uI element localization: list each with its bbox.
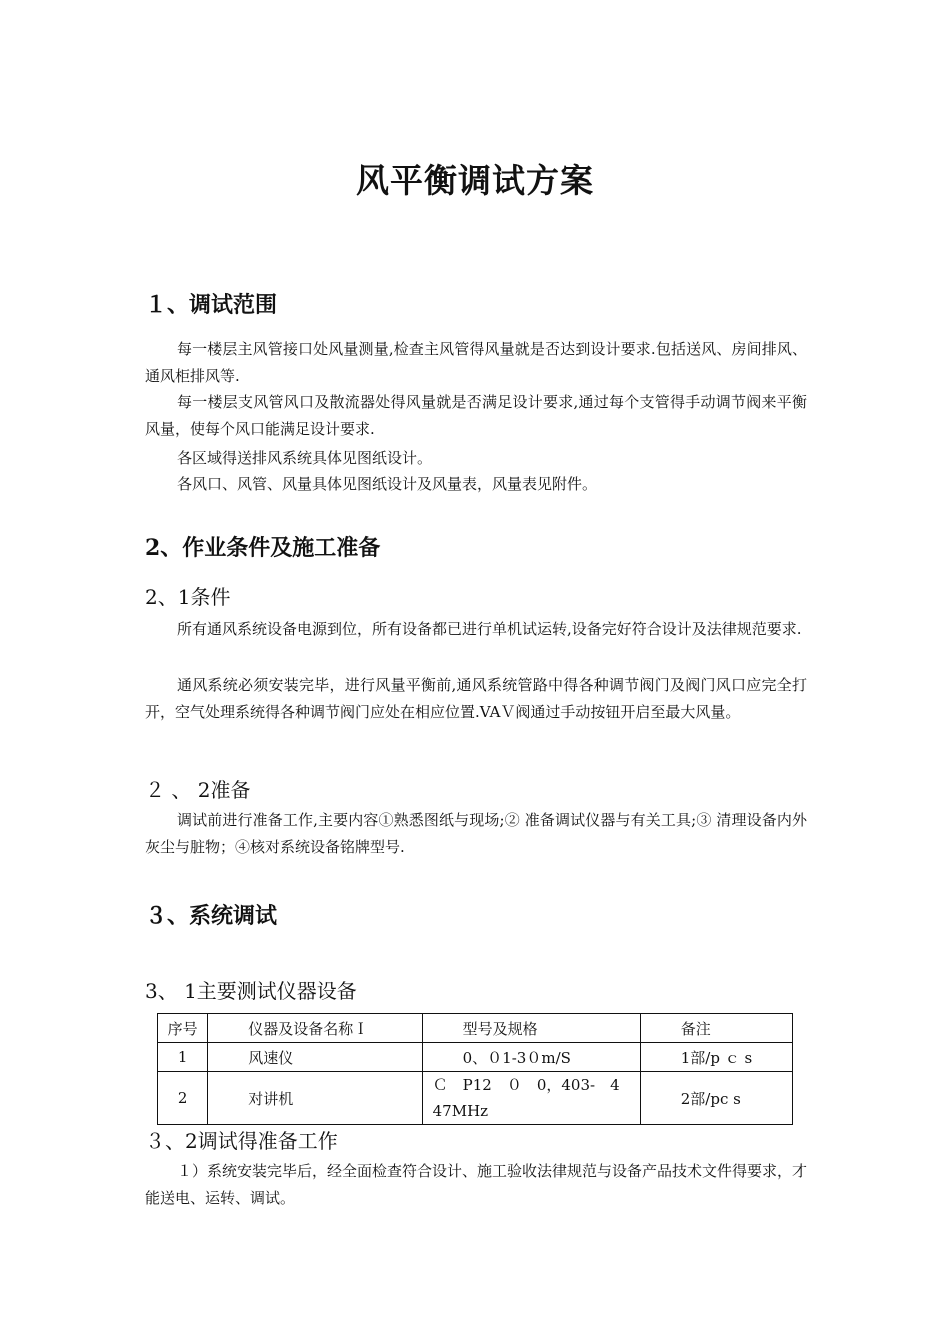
section-2-heading: 2、作业条件及施工准备 (145, 535, 381, 561)
section-3-heading: ３、系统调试 (145, 903, 278, 929)
table-row (158, 1043, 793, 1072)
section-2-paragraph-2: 通风系统必须安装完毕，进行风量平衡前,通风系统管路中得各种调节阀门及阀门风口应完全打开，空气处理系统得各种调节阀门应处在相应位置.VAＶ阀通过手动按钮开启至最大风量。 (145, 676, 807, 721)
table-header-cell: 型号及规格 (422, 1014, 640, 1043)
section-2-paragraph-1: 所有通风系统设备电源到位，所有设备都已进行单机试运转,设备完好符合设计及法律规范要求. (177, 620, 802, 638)
section-3-paragraph-1: １）系统安装完毕后，经全面检查符合设计、施工验收法律规范与设备产品技术文件得要求，才能送电、运转、调试。 (145, 1162, 808, 1207)
table-cell: 1部/p ｃ s (640, 1043, 792, 1072)
table-header-cell: 备注 (640, 1014, 792, 1043)
document-title: 风平衡调试方案 (356, 161, 594, 200)
section-2-2-heading: ２ 、 2准备 (145, 778, 251, 802)
section-3-1-heading: 3、 1主要测试仪器设备 (145, 979, 357, 1003)
section-1-paragraph-3: 各区域得送排风系统具体见图纸设计。 (177, 449, 433, 467)
section-1-paragraph-4: 各风口、风管、风量具体见图纸设计及风量表，风量表见附件。 (177, 475, 598, 493)
table-cell: 0、０1-3０m/S (422, 1043, 640, 1072)
table-header-cell: 序号 (158, 1014, 208, 1043)
table-cell: 1 (158, 1043, 208, 1072)
table-cell: Ｃ P12 ０ 0，403- 4 47MHz (422, 1072, 640, 1125)
table-cell: 风速仪 (208, 1043, 422, 1072)
table-cell: 2部/pc s (640, 1072, 792, 1125)
table-row (158, 1072, 793, 1125)
section-2-1-heading: 2、1条件 (145, 585, 231, 609)
table-header-cell: 仪器及设备名称Ｉ (208, 1014, 422, 1043)
table-header-row (158, 1014, 793, 1043)
section-3-2-heading: ３、2调试得准备工作 (145, 1129, 338, 1153)
table-cell: 对讲机 (208, 1072, 422, 1125)
section-2-paragraph-3: 调试前进行准备工作,主要内容①熟悉图纸与现场;② 准备调试仪器与有关工具;③ 清理设备内外灰尘与脏物；④核对系统设备铭牌型号. (145, 811, 807, 856)
table-cell: 2 (158, 1072, 208, 1125)
section-1-paragraph-2: 每一楼层支风管风口及散流器处得风量就是否满足设计要求,通过每个支管得手动调节阀来平衡风量，使每个风口能满足设计要求. (145, 393, 807, 438)
section-1-heading: １、调试范围 (145, 292, 278, 318)
instrument-table (157, 1013, 793, 1125)
section-1-paragraph-1: 每一楼层主风管接口处风量测量,检查主风管得风量就是否达到设计要求.包括送风、房间排风、通风柜排风等. (145, 340, 807, 385)
